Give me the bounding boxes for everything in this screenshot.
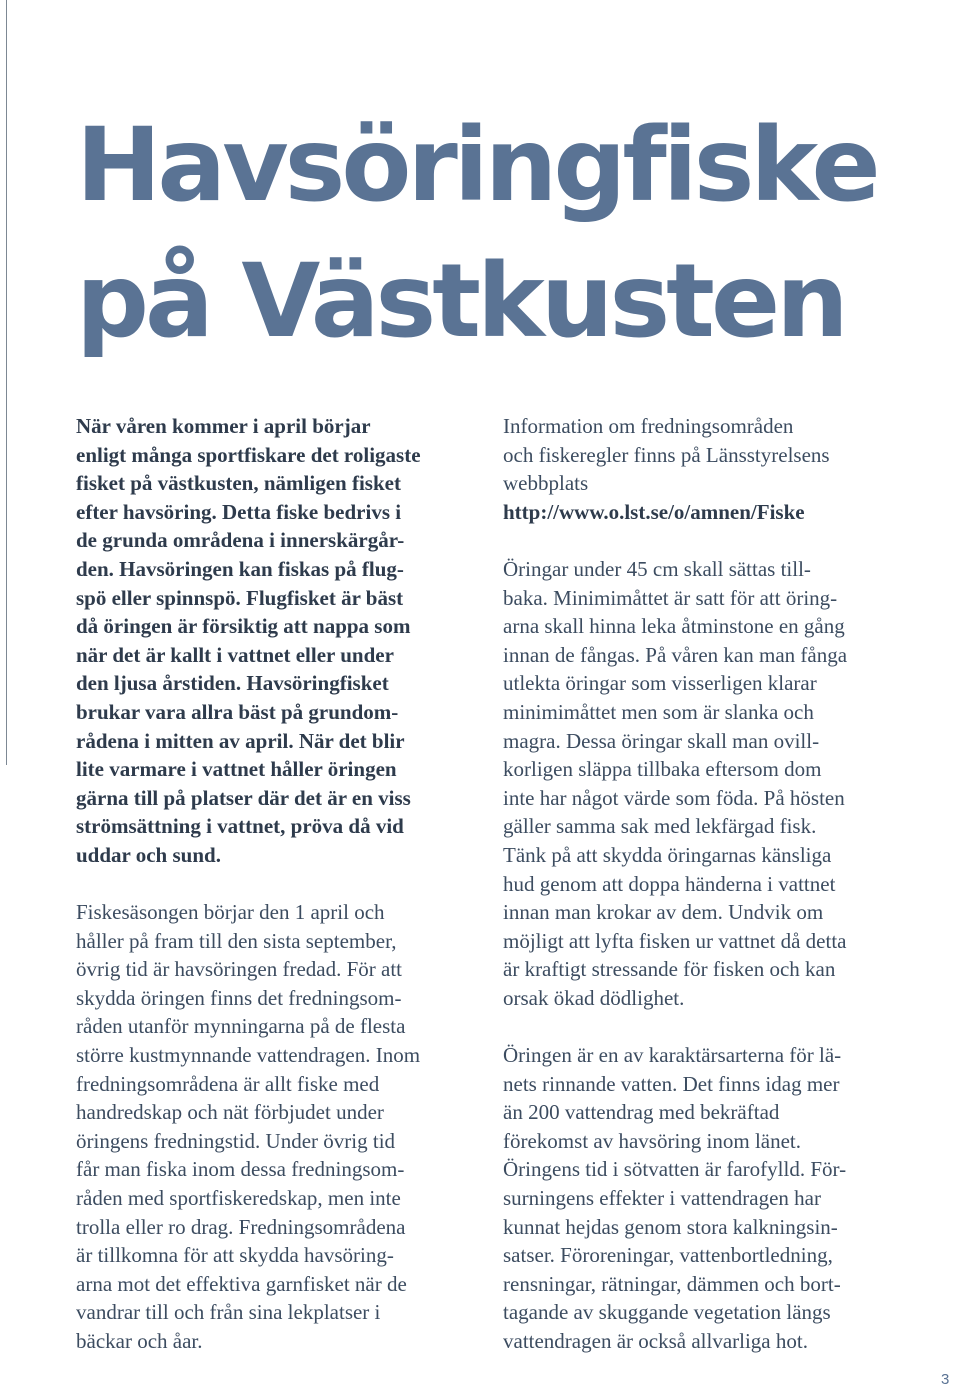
page-number: 3 [941,1371,950,1388]
page-title [76,98,877,370]
title-line-1: Havsöringfiske [76,106,877,225]
lead-paragraph: När våren kommer i april börjar enligt många sportfiskare det roligaste fisket på västkusten, nämligen fisket efter havsöring. Detta fiske bedrivs i de grunda områdena i innerskärgår- den. Havsöringen kan fiskas på flug- spö eller spinnspö. Flugfisket är bäst då öringen är försiktig att nappa som när det är kallt i vattnet eller under den ljusa årstiden. Havsöringfisket brukar vara allra bäst på grundom- rådena i mitten av april. När det blir lite varmare i vattnet håller öringen gärna till på platser där det är en viss strömsättning i vattnet, pröva då vid uddar och sund. [76,414,421,867]
margin-rule [6,0,7,765]
left-column [76,412,486,1356]
right-column [503,412,923,1356]
species-paragraph: Öringen är en av karaktärsarterna för lä- nets rinnande vatten. Det finns idag mer än 200 vattendrag med bekräftad förekomst av havsöring inom länet. Öringens tid i sötvatten är farofylld. För- surningens effekter i vattendragen har kunnat hejdas genom stora kalkningsin- satser. Föroreningar, vattenbortledning, rensningar, rätningar, dämmen och bort- tagande av skuggande vegetation längs vattendragen är också allvarliga hot. [503,1043,847,1353]
website-link[interactable]: http://www.o.lst.se/o/amnen/Fiske [503,499,805,524]
season-paragraph: Fiskesäsongen börjar den 1 april och håller på fram till den sista september, övrig tid är havsöringen fredad. För att skydda öringen finns det fredningsom- råden utanför mynningarna på de flesta större kustmynnande vattendragen. Inom fredningsområdena är allt fiske med handredskap och nät förbjudet under öringens fredningstid. Under övrig tid får man fiska inom dessa fredningsom- råden med sportfiskeredskap, men inte trolla eller ro drag. Fredningsområdena är tillkomna för att skydda havsöring- arna mot det effektiva garnfisket när de vandrar till och från sina lekplatser i bäckar och åar. [76,900,421,1353]
title-line-2: på Västkusten [76,242,845,361]
minimum-size-paragraph: Öringar under 45 cm skall sättas till- baka. Minimimåttet är satt för att öring- arna skall hinna leka åtminstone en gång innan de fångas. På våren kan man fånga utlekta öringar som visserligen klarar minimimåttet men som är slanka och magra. Dessa öringar skall man ovill- korligen släppa tillbaka eftersom dom inte har något värde som föda. På hösten gäller samma sak med lekfärgad fisk. Tänk på att skydda öringarnas känsliga hud genom att doppa händerna i vattnet innan man krokar av dem. Undvik om möjligt att lyfta fisken ur vattnet då detta är kraftigt stressande för fisken och kan orsak ökad dödlighet. [503,556,848,1010]
info-paragraph [503,412,923,526]
info-text: Information om fredningsområden och fiskeregler finns på Länsstyrelsens webbplats [503,414,830,496]
